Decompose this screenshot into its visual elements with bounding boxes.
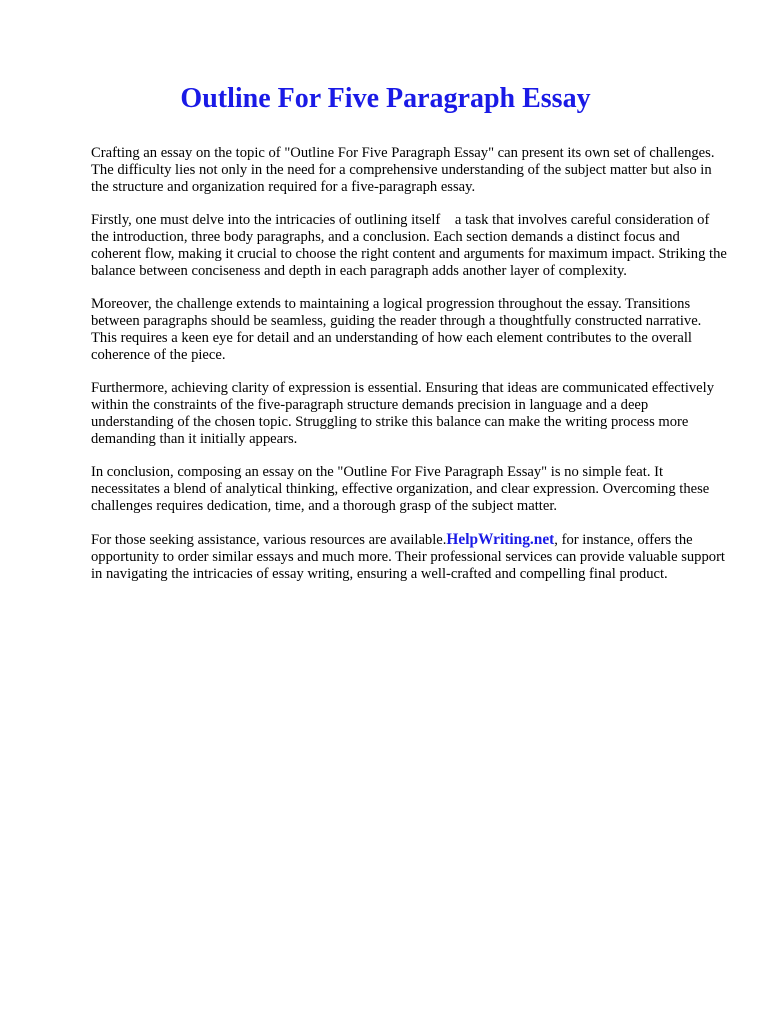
helpwriting-link[interactable]: HelpWriting.net	[446, 531, 555, 548]
paragraph-6-tail: , for instance, offers the opportunity to order similar essays and much more. Their professional services can provide valuable support in navigating the intricacies of essay writing, ensuring a well-crafted and compelling final product.	[91, 532, 725, 582]
document-title: Outline For Five Paragraph Essay	[180, 83, 591, 114]
paragraph-1: Crafting an essay on the topic of "Outline For Five Paragraph Essay" can present its own set of challenges. The difficulty lies not only in the need for a comprehensive understanding of the subject matter but also in the structure and organization required for a five-paragraph essay.	[91, 145, 715, 195]
document-body	[91, 145, 731, 583]
paragraph-6-lead: For those seeking assistance, various resources are available.	[91, 532, 447, 548]
paragraph-6	[91, 531, 728, 583]
paragraph-3: Moreover, the challenge extends to maintaining a logical progression throughout the essay. Transitions between paragraphs should be seamless, guiding the reader through a thoughtfully constructed narrative. This requires a keen eye for detail and an understanding of how each element contributes to the overall coherence of the piece.	[91, 296, 702, 363]
paragraph-4: Furthermore, achieving clarity of expression is essential. Ensuring that ideas are communicated effectively within the constraints of the five-paragraph structure demands precision in language and a deep understanding of the chosen topic. Struggling to strike this balance can make the writing process more demanding than it initially appears.	[91, 380, 714, 447]
paragraph-2: Firstly, one must delve into the intricacies of outlining itself a task that involves careful consideration of the introduction, three body paragraphs, and a conclusion. Each section demands a distinct focus and coherent flow, making it crucial to choose the right content and arguments for maximum impact. Striking the balance between conciseness and depth in each paragraph adds another layer of complexity.	[91, 212, 731, 279]
paragraph-5: In conclusion, composing an essay on the "Outline For Five Paragraph Essay" is no simple feat. It necessitates a blend of analytical thinking, effective organization, and clear expression. Overcoming these challenges requires dedication, time, and a thorough grasp of the subject matter.	[91, 464, 710, 514]
